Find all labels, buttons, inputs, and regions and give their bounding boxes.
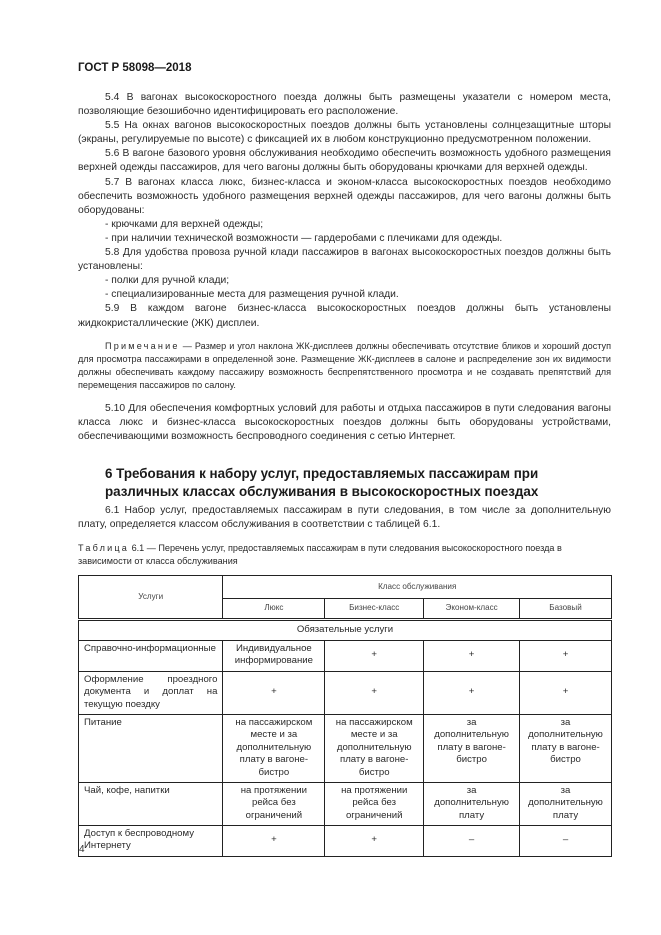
clause-5-4: 5.4 В вагонах высокоскоростного поезда должны быть размещены указатели с номером места, позволяющие безошибочно идентифицировать его расположение. xyxy=(78,92,611,118)
service-value: на протяжении рейса без ограничений xyxy=(223,782,325,825)
table-row xyxy=(79,782,612,825)
clause-5-8-item: - полки для ручной клади; xyxy=(105,275,230,287)
group-mandatory-services: Обязательные услуги xyxy=(79,620,612,641)
clause-6-1 xyxy=(78,504,611,532)
service-value: на пассажирском месте и за дополнительную плату в вагоне-бистро xyxy=(223,714,325,782)
service-name: Справочно-информационные xyxy=(79,640,223,671)
table-caption-label: Таблица xyxy=(78,543,130,553)
service-name: Чай, кофе, напитки xyxy=(79,782,223,825)
service-value: + xyxy=(325,671,424,714)
service-value: – xyxy=(520,825,612,856)
service-value: + xyxy=(520,671,612,714)
service-value: за дополнительную плату в вагоне-бистро xyxy=(424,714,520,782)
service-value: на пассажирском месте и за дополнительную плату в вагоне-бистро xyxy=(325,714,424,782)
column-header-service-class: Класс обслуживания xyxy=(223,576,612,599)
table-caption-text: 6.1 — Перечень услуг, предоставляемых пассажирам в пути следования высокоскоростного поезда в зависимости от класса обслуживания xyxy=(78,543,562,566)
service-name: Оформление проездного документа и доплат на текущую поездку xyxy=(79,671,223,714)
clause-5-7-item: - крючками для верхней одежды; xyxy=(105,218,264,230)
clause-5-5: 5.5 На окнах вагонов высокоскоростных поездов должны быть установлены солнцезащитные шторы (экраны, регулируемые по высоте) с фиксацией их в любом конструкционно предусмотренном положении. xyxy=(78,120,611,146)
services-table xyxy=(78,575,612,857)
section-6-heading xyxy=(105,465,605,501)
service-value: за дополнительную плату в вагоне-бистро xyxy=(520,714,612,782)
service-value: + xyxy=(223,671,325,714)
column-header-class: Бизнес-класс xyxy=(325,598,424,619)
service-value: за дополнительную плату xyxy=(424,782,520,825)
note-text: — Размер и угол наклона ЖК-дисплеев должны обеспечивать отсутствие бликов и хороший доступ для просмотра пассажирами в определенной зоне. Размещение ЖК-дисплеев в салоне и распределение зон их видимости должны обеспечивать каждому пассажиру возможность беспрепятственного просмотра и не создавать препятствий для перемещения пассажиров по салону. xyxy=(78,340,611,390)
section-6-heading-line2: различных классах обслуживания в высокоскоростных поездах xyxy=(105,484,539,499)
service-value: на протяжении рейса без ограничений xyxy=(325,782,424,825)
service-value: – xyxy=(424,825,520,856)
column-header-class: Люкс xyxy=(223,598,325,619)
clause-5-8: 5.8 Для удобства провоза ручной клади пассажиров в вагонах высокоскоростных поездов должны быть установлены: xyxy=(78,247,611,273)
clause-5-8-item: - специализированные места для размещения ручной клади. xyxy=(105,289,399,301)
service-value: + xyxy=(223,825,325,856)
service-value: + xyxy=(424,671,520,714)
service-value: + xyxy=(520,640,612,671)
service-value: Индивидуальное информирование xyxy=(223,640,325,671)
service-value: + xyxy=(325,825,424,856)
table-row xyxy=(79,640,612,671)
service-value: + xyxy=(424,640,520,671)
section-6-heading-line1: 6 Требования к набору услуг, предоставляемых пассажирам при xyxy=(105,466,539,481)
clause-5-6: 5.6 В вагоне базового уровня обслуживания необходимо обеспечить возможность удобного размещения верхней одежды пассажиров, для чего вагоны должны быть оборудованы крючками для верхней одежды. xyxy=(78,148,611,174)
service-value: + xyxy=(325,640,424,671)
column-header-class: Базовый xyxy=(520,598,612,619)
service-value: за дополнительную плату xyxy=(520,782,612,825)
document-id-header: ГОСТ Р 58098—2018 xyxy=(78,62,192,74)
clause-5-7-item: - при наличии технической возможности — гардеробами с плечиками для одежды. xyxy=(105,232,503,244)
section-5-body xyxy=(78,91,611,444)
page-number: 4 xyxy=(79,844,85,855)
table-row xyxy=(79,671,612,714)
table-group-row xyxy=(79,620,612,641)
clause-6-1-text: 6.1 Набор услуг, предоставляемых пассажирам в пути следования, в том числе за дополнительную плату, определяется классом обслуживания в соответствии с таблицей 6.1. xyxy=(78,505,611,531)
column-header-services: Услуги xyxy=(79,576,223,620)
note-label: Примечание xyxy=(105,340,180,351)
clause-5-10: 5.10 Для обеспечения комфортных условий для работы и отдыха пассажиров в пути следования вагоны класса люкс и бизнес-класса высокоскоростных поездов должны быть оборудованы устройствами, обеспечивающими возможность беспроводного соединения с сетью Интернет. xyxy=(78,402,611,443)
clause-5-7: 5.7 В вагонах класса люкс, бизнес-класса и эконом-класса высокоскоростных поездов необходимо обеспечить возможность удобного размещения верхней одежды пассажиров, для чего вагоны должны быть оборудованы: xyxy=(78,176,611,216)
service-name: Доступ к беспроводному Интернету xyxy=(79,825,223,856)
table-header-row xyxy=(79,576,612,599)
note xyxy=(78,340,611,392)
table-row xyxy=(79,714,612,782)
table-caption xyxy=(78,542,611,567)
column-header-class: Эконом-класс xyxy=(424,598,520,619)
service-name: Питание xyxy=(79,714,223,782)
table-row xyxy=(79,825,612,856)
clause-5-9: 5.9 В каждом вагоне бизнес-класса высокоскоростных поездов должны быть установлены жидкокристаллические (ЖК) дисплеи. xyxy=(78,303,611,329)
